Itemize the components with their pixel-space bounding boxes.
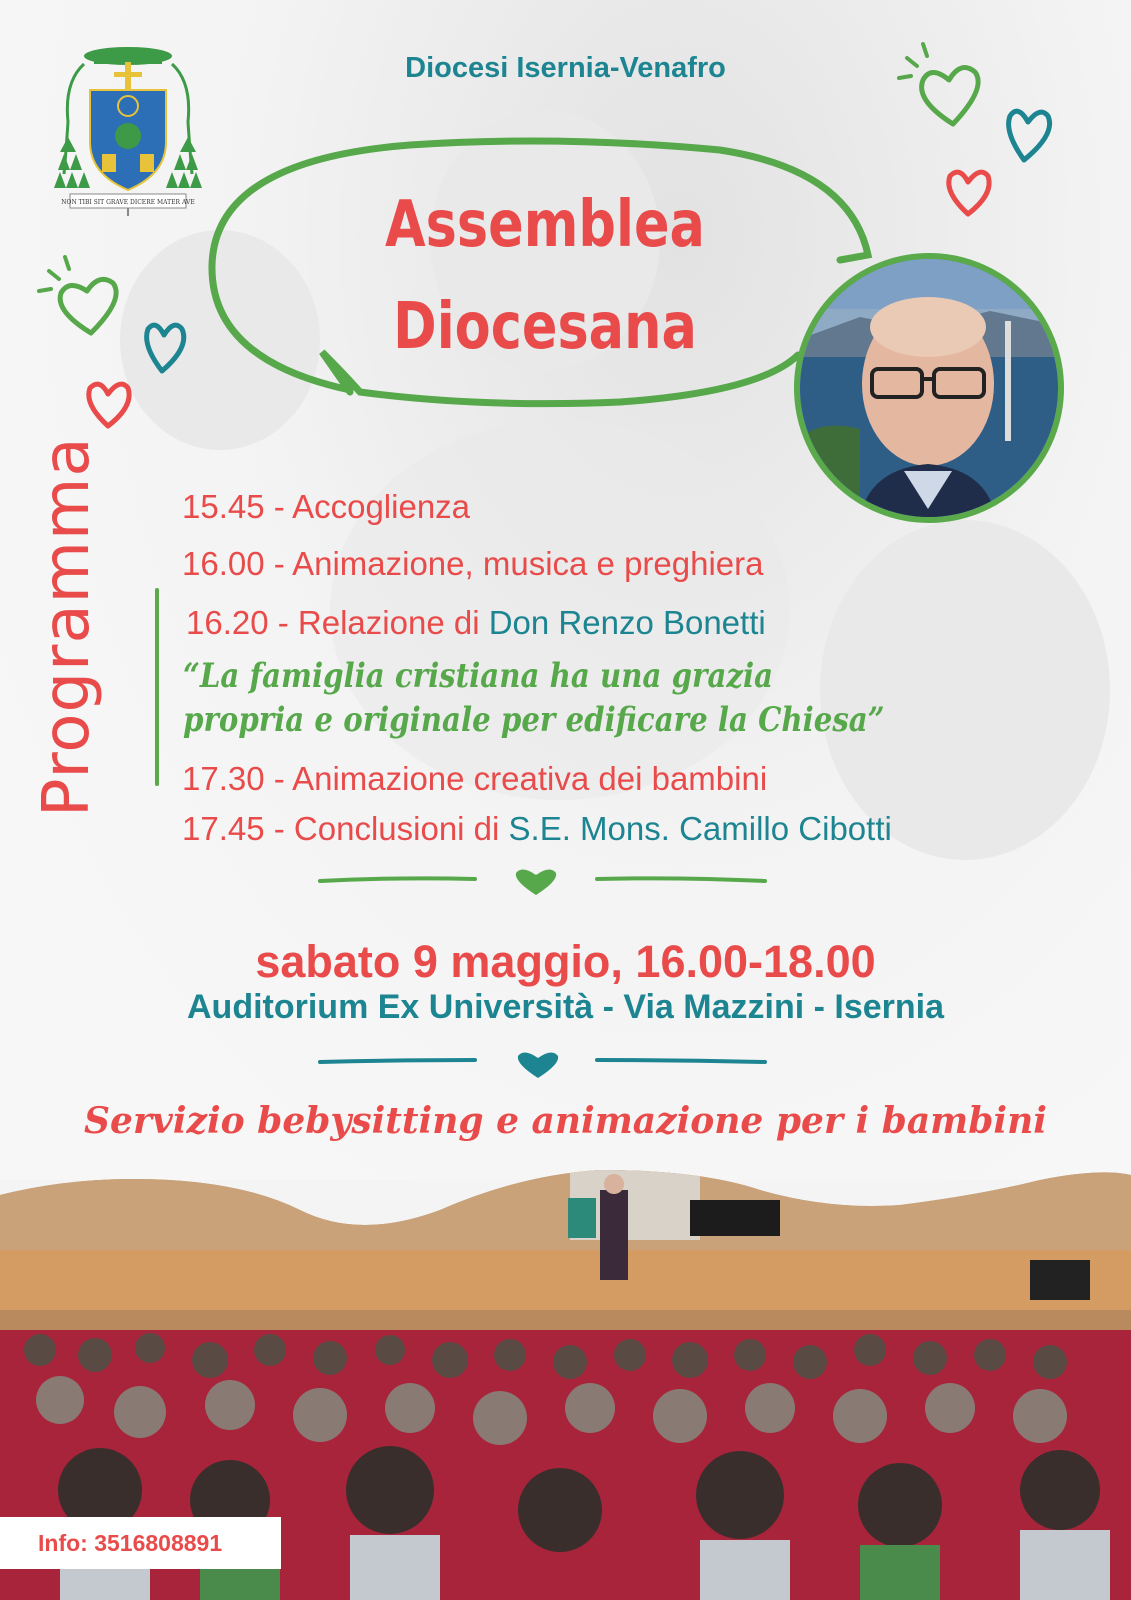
heart-icon bbox=[518, 1052, 558, 1078]
heart-icon bbox=[516, 869, 556, 895]
program-item: 16.20 - Relazione di Don Renzo Bonetti bbox=[186, 604, 766, 641]
heart-outline-icon bbox=[80, 372, 140, 432]
info-phone: Info: 3516808891 bbox=[0, 1517, 281, 1569]
program-heading: Programma bbox=[30, 436, 104, 817]
service-note: Servizio bebysitting e animazione per i bambini bbox=[84, 1100, 1047, 1142]
quote-line1: “La famiglia cristiana ha una grazia bbox=[183, 656, 774, 696]
diocese-title: Diocesi Isernia-Venafro bbox=[405, 52, 726, 84]
program-item: 15.45 - Accoglienza bbox=[182, 488, 471, 525]
speaker-name: Don Renzo Bonetti bbox=[488, 604, 766, 641]
heart-outline-icon bbox=[35, 255, 130, 340]
event-title-line1: Assemblea bbox=[385, 188, 705, 262]
bishop-name: S.E. Mons. Camillo Cibotti bbox=[508, 810, 892, 847]
heart-outline-icon bbox=[940, 160, 1000, 220]
program-item: 17.30 - Animazione creativa dei bambini bbox=[182, 760, 768, 797]
heart-outline-icon bbox=[138, 315, 193, 375]
speaker-portrait bbox=[794, 253, 1064, 523]
program-item: 17.45 - Conclusioni di S.E. Mons. Camillo Cibotti bbox=[182, 810, 892, 847]
svg-text:NON TIBI SIT GRAVE DICERE MATE: NON TIBI SIT GRAVE DICERE MATER AVE bbox=[61, 199, 195, 206]
separator-green bbox=[0, 865, 1131, 895]
program-item: 16.00 - Animazione, musica e preghiera bbox=[182, 545, 764, 582]
heart-outline-icon bbox=[1000, 100, 1060, 165]
heart-outline-icon bbox=[895, 40, 995, 135]
separator-teal bbox=[0, 1048, 1131, 1078]
event-date: sabato 9 maggio, 16.00-18.00 bbox=[255, 936, 876, 987]
event-location: Auditorium Ex Università - Via Mazzini - Isernia bbox=[187, 988, 944, 1026]
quote-line2: propria e originale per edificare la Chiesa” bbox=[183, 700, 885, 740]
event-title-line2: Diocesana bbox=[393, 290, 697, 364]
program-divider bbox=[155, 588, 159, 786]
